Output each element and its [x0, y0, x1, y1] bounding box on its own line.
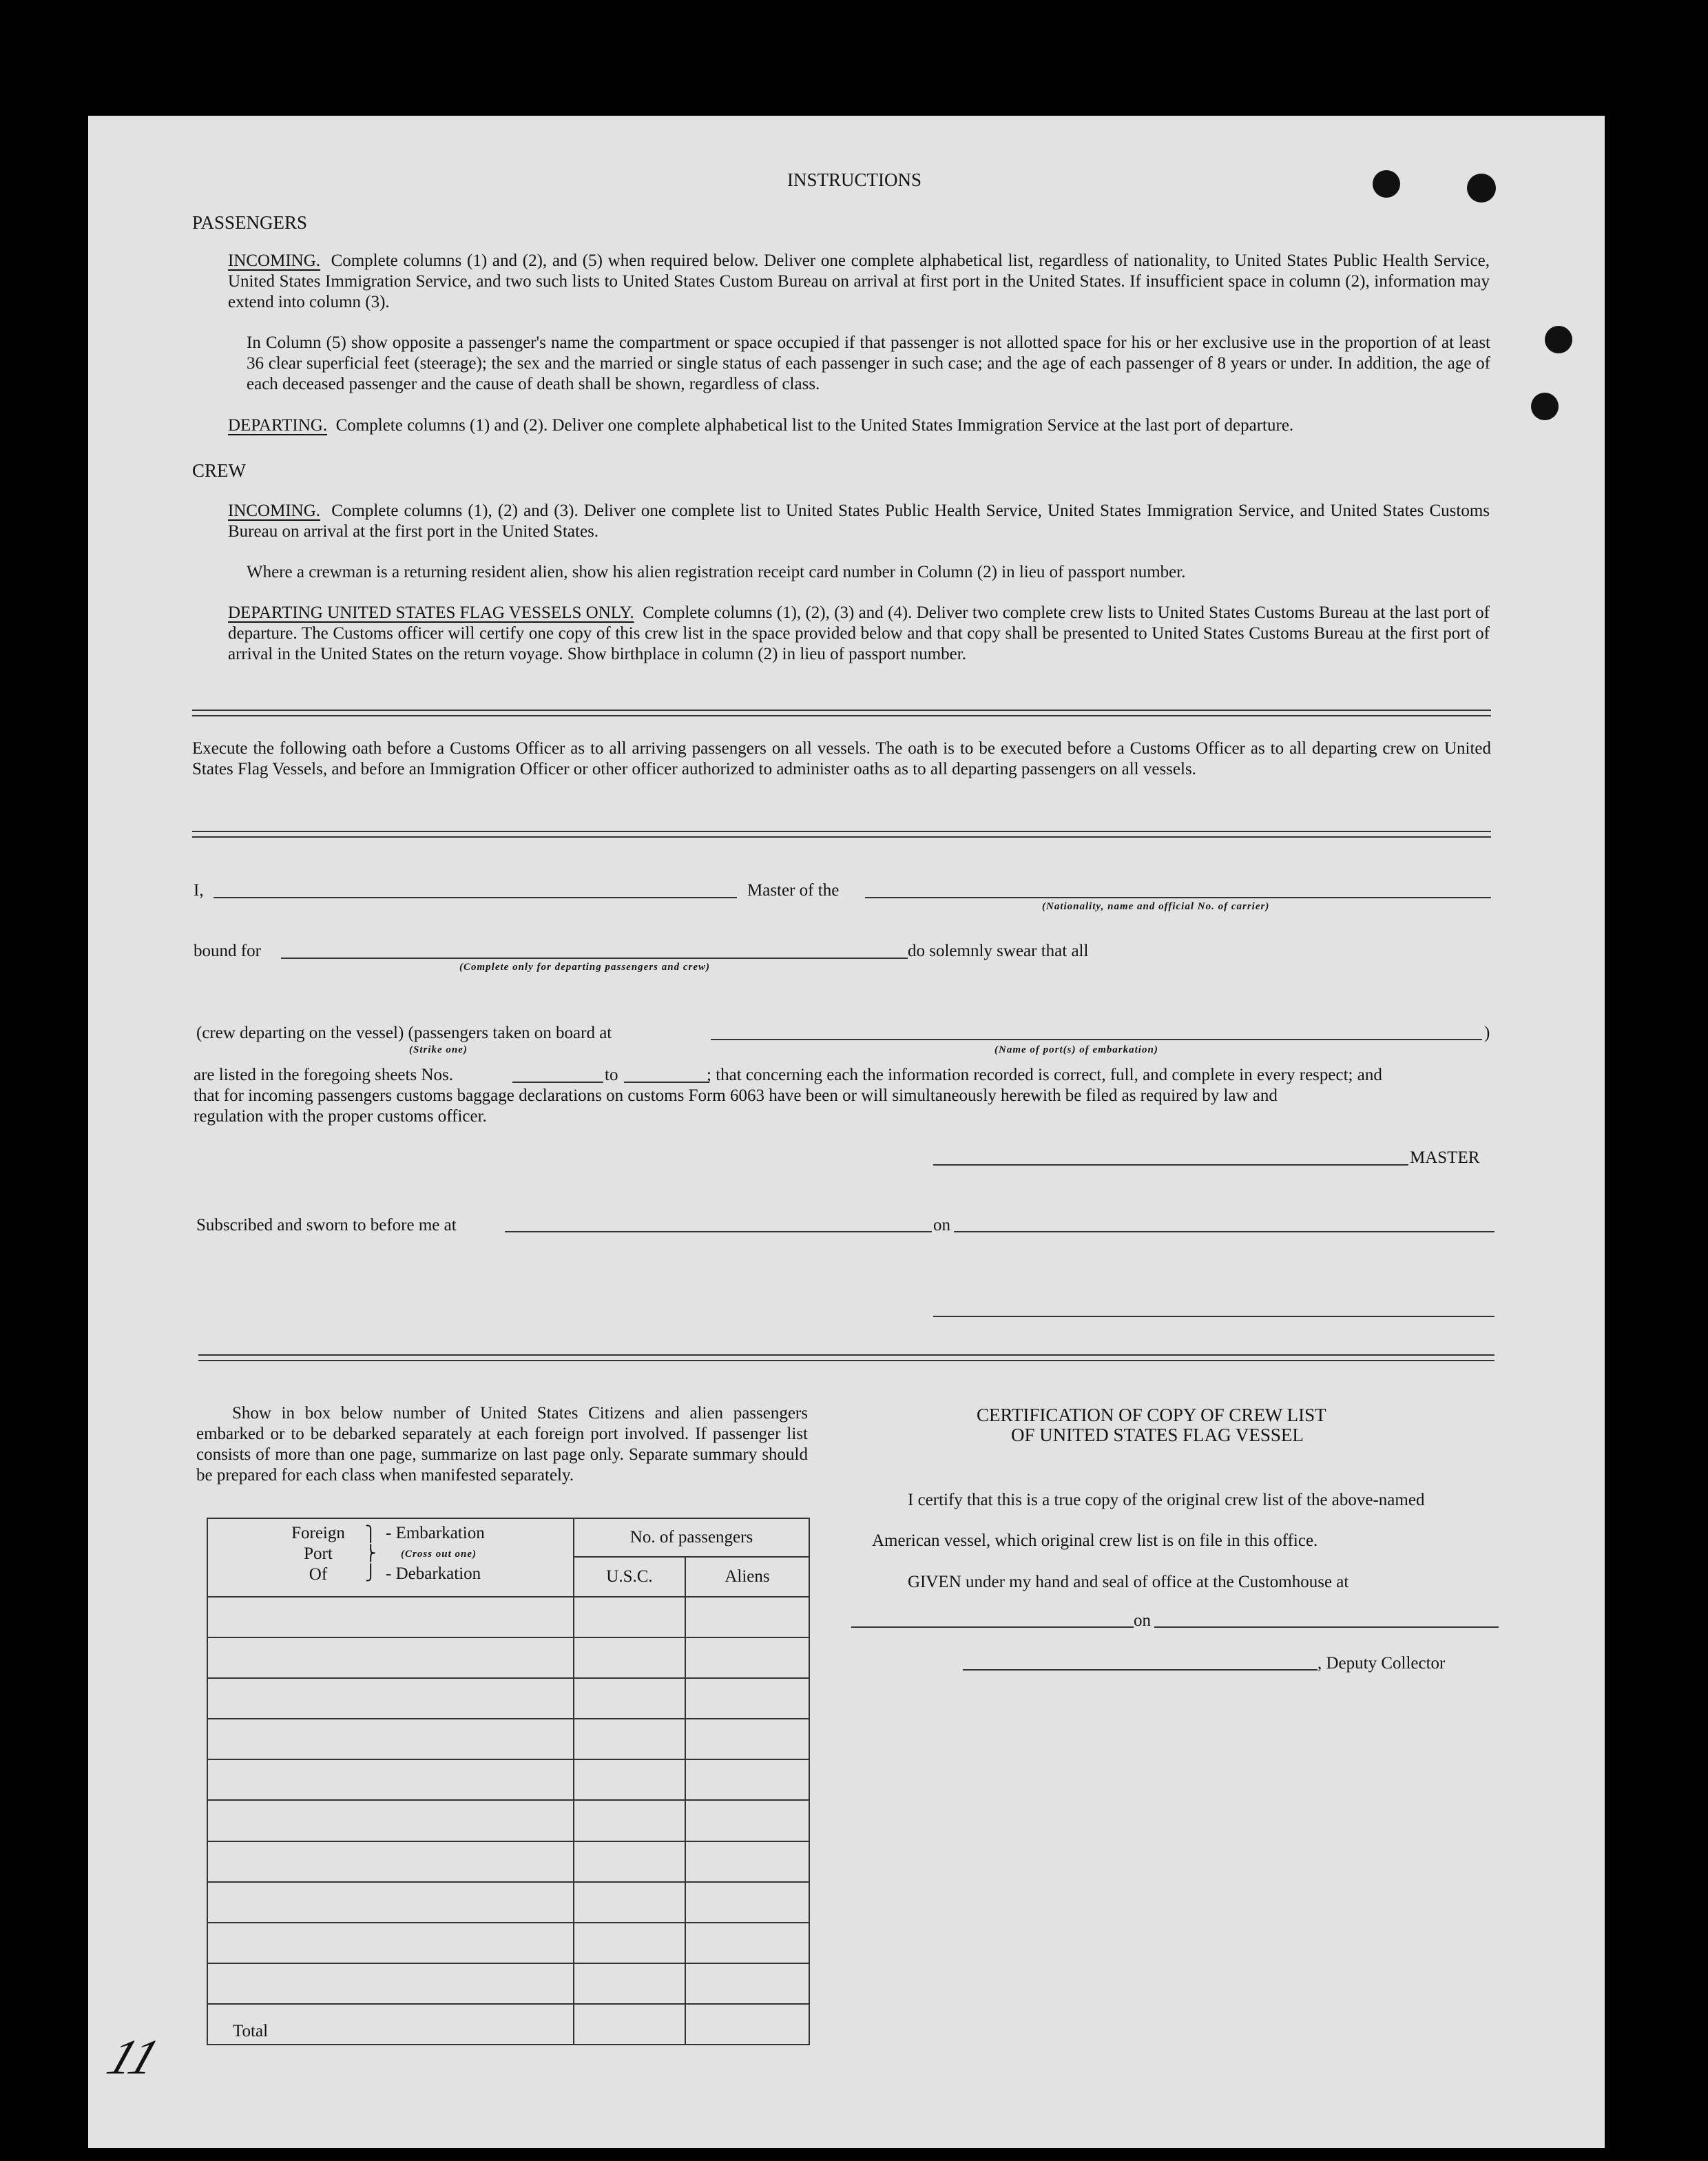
port-cell[interactable]	[207, 1759, 574, 1800]
punch-hole-3	[1545, 326, 1572, 353]
customhouse-field[interactable]	[851, 1626, 1134, 1628]
aliens-cell[interactable]	[685, 1841, 809, 1882]
table-row	[207, 1963, 809, 2004]
total-aliens-cell[interactable]	[685, 2004, 809, 2045]
officer-signature-field[interactable]	[933, 1316, 1494, 1317]
passengers-incoming-paragraph	[228, 251, 1490, 313]
passenger-summary-table	[207, 1518, 810, 2045]
port-cell[interactable]	[207, 1678, 574, 1719]
table-row	[207, 1719, 809, 1759]
cross-out-caption: (Cross out one)	[401, 1549, 477, 1560]
port-cell[interactable]	[207, 1882, 574, 1923]
foreign-label: Foreign	[291, 1524, 345, 1542]
punch-hole-1	[1373, 170, 1400, 198]
given-text: GIVEN under my hand and seal of office at the Customhouse at	[908, 1573, 1349, 1591]
crew-departing-text: (crew departing on the vessel) (passengers taken on board at	[196, 1024, 612, 1042]
usc-cell[interactable]	[574, 1637, 685, 1678]
aliens-cell[interactable]	[685, 1719, 809, 1759]
crewman-paragraph: Where a crewman is a returning resident alien, show his alien registration receipt card number in Column (2) in lieu of passport number.	[247, 563, 1186, 581]
table-row	[207, 1597, 809, 1637]
column5-paragraph: In Column (5) show opposite a passenger's name the compartment or space occupied if that passenger is not allotted space for his or her exclusive use in the proportion of at least 36 clear superficial feet (steerage); the sex and the married or single status of each passenger in such case; and the age of each passenger of 8 years or under. In addition, the age of each deceased passenger and the cause of death shall be shown, regardless of class.	[247, 333, 1490, 393]
total-usc-cell[interactable]	[574, 2004, 685, 2045]
certification-title-2: OF UNITED STATES FLAG VESSEL	[1011, 1425, 1304, 1445]
total-label: Total	[207, 2004, 574, 2045]
of-label: Of	[309, 1565, 328, 1584]
port-cell[interactable]	[207, 1841, 574, 1882]
divider-1	[192, 710, 1491, 716]
incoming-text: Complete columns (1) and (2), and (5) when required below. Deliver one complete alphabetical list, regardless of nationality, to United States Public Health Service, United States Immigration Service, and two such lists to United States Custom Bureau on arrival at first port in the United States. If insufficient space in column (2), information may extend into column (3).	[228, 251, 1490, 311]
divider-2	[192, 831, 1491, 838]
sworn-on-field[interactable]	[954, 1231, 1494, 1232]
table-row	[207, 1759, 809, 1800]
usc-cell[interactable]	[574, 1597, 685, 1637]
punch-hole-4	[1531, 393, 1559, 420]
close-paren: )	[1484, 1024, 1490, 1042]
bound-for-label: bound for	[194, 942, 261, 960]
aliens-cell[interactable]	[685, 1637, 809, 1678]
crew-incoming-paragraph	[228, 501, 1490, 542]
sworn-at-field[interactable]	[505, 1231, 932, 1232]
brace-icon: ⎫ ⎬ ⎭	[365, 1525, 377, 1581]
aliens-cell[interactable]	[685, 1678, 809, 1719]
embarkation-port-field[interactable]	[711, 1039, 1482, 1040]
sworn-on-label: on	[933, 1216, 950, 1234]
port-cell[interactable]	[207, 1637, 574, 1678]
usc-cell[interactable]	[574, 1678, 685, 1719]
usc-cell[interactable]	[574, 1882, 685, 1923]
sheet-from-field[interactable]	[512, 1082, 603, 1083]
no-passengers-header: No. of passengers	[574, 1518, 809, 1557]
instructions-title: INSTRUCTIONS	[787, 169, 922, 190]
master-signature-field[interactable]	[933, 1164, 1408, 1166]
usc-header: U.S.C.	[574, 1557, 685, 1597]
oath-i-label: I,	[194, 881, 204, 900]
aliens-cell[interactable]	[685, 1597, 809, 1637]
port-cell[interactable]	[207, 1800, 574, 1841]
handwritten-page-number: 11	[100, 2029, 167, 2085]
incoming-label: INCOMING.	[228, 251, 321, 270]
aliens-header: Aliens	[685, 1557, 809, 1597]
usc-cell[interactable]	[574, 1800, 685, 1841]
aliens-cell[interactable]	[685, 1882, 809, 1923]
passengers-departing-paragraph	[228, 415, 1293, 436]
summary-intro: Show in box below number of United States Citizens and alien passengers embarked or to be debarked separately at each foreign port involved. If passenger list consists of more than one page, summarize on last page only. Separate summary should be prepared for each class when manifested separately.	[196, 1404, 808, 1485]
crew-incoming-label: INCOMING.	[228, 502, 321, 520]
oath-intro: Execute the following oath before a Customs Officer as to all arriving passengers on all vessels. The oath is to be executed before a Customs Officer as to all departing crew on United States Flag Vessels, and before an Immigration Officer or other officer authorized to administer oaths as to all departing passengers on all vessels.	[192, 739, 1491, 778]
debarkation-label: - Debarkation	[386, 1564, 481, 1583]
cert-date-field[interactable]	[1154, 1626, 1499, 1628]
deputy-signature-field[interactable]	[963, 1669, 1318, 1671]
departing-text: Complete columns (1) and (2). Deliver one complete alphabetical list to the United States Immigration Service at the last port of departure.	[335, 416, 1294, 435]
port-cell[interactable]	[207, 1719, 574, 1759]
strike-caption: (Strike one)	[409, 1044, 468, 1055]
complete-caption: (Complete only for departing passengers and crew)	[459, 962, 710, 973]
usc-cell[interactable]	[574, 1759, 685, 1800]
flag-vessels-label: DEPARTING UNITED STATES FLAG VESSELS ONLY.	[228, 603, 634, 622]
listed-rest: ; that concerning each the information recorded is correct, full, and complete in every respect; and	[707, 1066, 1382, 1084]
usc-cell[interactable]	[574, 1923, 685, 1963]
aliens-cell[interactable]	[685, 1923, 809, 1963]
listed-line3: regulation with the proper customs officer.	[194, 1107, 487, 1126]
total-row	[207, 2004, 809, 2045]
sheet-to-field[interactable]	[624, 1082, 709, 1083]
vessel-text: American vessel, which original crew list is on file in this office.	[872, 1531, 1318, 1550]
embarkation-label: - Embarkation	[386, 1524, 485, 1542]
listed-label: are listed in the foregoing sheets Nos.	[194, 1066, 453, 1084]
to-label: to	[605, 1066, 618, 1084]
carrier-field[interactable]	[865, 897, 1491, 898]
port-label: Port	[304, 1544, 333, 1563]
flag-vessels-text: Complete columns (1), (2), (3) and (4). Deliver two complete crew lists to United States Customs Bureau at the last port of departure. The Customs officer will certify one copy of this crew list in the space provided below and that copy shall be presented to United States Customs Bureau at the first port of arrival in the United States on the return voyage. Show birthplace in column (2) in lieu of passport number.	[228, 603, 1490, 663]
usc-cell[interactable]	[574, 1719, 685, 1759]
nationality-caption: (Nationality, name and official No. of carrier)	[1042, 901, 1270, 912]
flag-vessels-paragraph	[228, 603, 1490, 665]
master-of-label: Master of the	[747, 881, 840, 900]
crew-heading: CREW	[192, 460, 246, 481]
table-row	[207, 1678, 809, 1719]
table-row	[207, 1882, 809, 1923]
port-cell[interactable]	[207, 1963, 574, 2004]
table-row	[207, 1923, 809, 1963]
port-cell[interactable]	[207, 1597, 574, 1637]
certification-title-1: CERTIFICATION OF COPY OF CREW LIST	[977, 1405, 1326, 1425]
table-row	[207, 1637, 809, 1678]
deputy-collector-label: , Deputy Collector	[1318, 1654, 1446, 1673]
swear-text: do solemnly swear that all	[908, 942, 1089, 960]
table-row	[207, 1800, 809, 1841]
passengers-heading: PASSENGERS	[192, 212, 308, 233]
crew-incoming-text: Complete columns (1), (2) and (3). Deliver one complete list to United States Public Health Service, United States Immigration Service, and United States Customs Bureau on arrival at the first port in the United States.	[228, 502, 1490, 541]
divider-3	[198, 1354, 1494, 1361]
master-name-field[interactable]	[214, 897, 737, 898]
certify-text: I certify that this is a true copy of the original crew list of the above-named	[908, 1491, 1425, 1509]
port-caption: (Name of port(s) of embarkation)	[994, 1044, 1158, 1055]
aliens-cell[interactable]	[685, 1800, 809, 1841]
aliens-cell[interactable]	[685, 1759, 809, 1800]
foreign-port-header	[207, 1518, 574, 1597]
usc-cell[interactable]	[574, 1841, 685, 1882]
master-label: MASTER	[1410, 1148, 1480, 1167]
listed-line2: that for incoming passengers customs baggage declarations on customs Form 6063 have been or will simultaneously herewith be filed as required by law and	[194, 1086, 1278, 1105]
bound-for-field[interactable]	[281, 958, 908, 959]
punch-hole-2	[1467, 174, 1496, 203]
aliens-cell[interactable]	[685, 1963, 809, 2004]
departing-label: DEPARTING.	[228, 416, 328, 435]
cert-on-label: on	[1134, 1611, 1151, 1630]
port-cell[interactable]	[207, 1923, 574, 1963]
subscribed-label: Subscribed and sworn to before me at	[196, 1216, 457, 1234]
usc-cell[interactable]	[574, 1963, 685, 2004]
table-row	[207, 1841, 809, 1882]
